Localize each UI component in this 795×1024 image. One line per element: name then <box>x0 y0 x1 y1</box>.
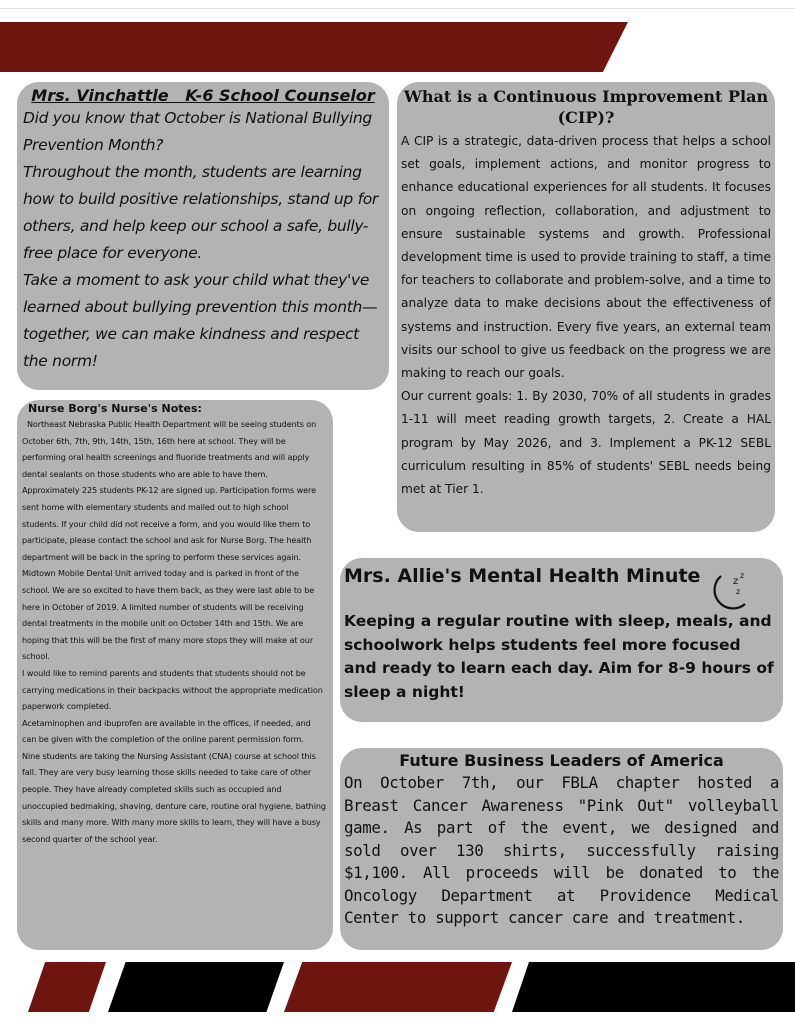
nurse-title: Nurse Borg's Nurse's Notes: <box>28 402 202 415</box>
mental-health-title: Mrs. Allie's Mental Health Minute <box>344 565 701 587</box>
footer-shape-black <box>512 962 795 1012</box>
nurse-paragraph: I would like to remind parents and students that students should not be carrying medications in their backpacks without the appropriate medication paperwork completed. <box>22 667 323 712</box>
top-divider <box>0 8 795 9</box>
nurse-paragraph: Acetaminophen and ibuprofen are available in the offices, if needed, and can be given with the completion of the online parent permission form. <box>22 717 311 745</box>
cip-paragraph: A CIP is a strategic, data-driven process that helps a school set goals, implement actions, and monitor progress to enhance educational experiences for all students. It focuses on ongoing reflection, collaboration, and adjustment to ensure sustainable systems and growth. Professional development time is used to provide training to staff, a time for teachers to collaborate and problem-solve, and a time to analyze data to make decisions about the effectiveness of systems and instruction. Every five years, an external team visits our school to give us feedback on the progress we are making to reach our goals. <box>401 134 771 381</box>
svg-text:z: z <box>736 587 741 596</box>
counselor-paragraph: Throughout the month, students are learning how to build positive relationships, stand up for others, and help keep our school a safe, bully-free place for everyone. <box>23 163 378 262</box>
mental-health-section <box>340 558 783 722</box>
cip-section <box>397 82 775 532</box>
fbla-section <box>340 748 783 950</box>
svg-text:z: z <box>740 571 745 580</box>
nurse-paragraph: Northeast Nebraska Public Health Department will be seeing students on October 6th, 7th, 9th, 14th, 15th, 16th here at school. They will be performing oral health screenings and fluoride treatments and will apply dental sealants on those students who are able to have them. Approximately 225 students PK-12 are signed up. Participation forms were sent home with elementary students and mailed out to high school students. If your child did not receive a form, and you would like them to participate, please contact the school and ask for Nurse Borg. The health department will be back in the spring to perform these services again. <box>22 419 319 562</box>
footer-shape-black <box>108 962 284 1012</box>
footer-shape-red <box>28 962 106 1012</box>
sleeping-moon-icon <box>703 566 753 616</box>
fbla-body: On October 7th, our FBLA chapter hosted a Breast Cancer Awareness "Pink Out" volleyball game. As part of the event, we designed and sold over 130 shirts, successfully raising $1,100. All proceeds will be donated to the Oncology Department at Providence Medical Center to support cancer care and treatment. <box>344 773 779 927</box>
counselor-paragraph: Did you know that October is National Bullying Prevention Month? <box>23 109 372 154</box>
counselor-title: Mrs. Vinchattle K-6 School Counselor <box>31 86 375 105</box>
svg-text:z: z <box>733 576 739 587</box>
nurse-section <box>17 400 333 950</box>
cip-paragraph: Our current goals: 1. By 2030, 70% of all students in grades 1-11 will meet reading growth targets, 2. Create a HAL program by May 2026, and 3. Implement a PK-12 SEBL curriculum resulting in 85% of students' SEBL needs being met at Tier 1. <box>401 389 771 497</box>
mental-health-body: Keeping a regular routine with sleep, meals, and schoolwork helps students feel more focused and ready to learn each day. Aim for 8-9 hours of sleep a night! <box>344 612 774 701</box>
footer-shape-red <box>284 962 512 1012</box>
counselor-paragraph: Take a moment to ask your child what they've learned about bullying prevention this month—together, we can make kindness and respect the norm! <box>23 271 378 370</box>
counselor-section <box>17 82 389 390</box>
nurse-paragraph: Nine students are taking the Nursing Assistant (CNA) course at school this fall. They are very busy learning those skills needed to take care of other people. They have already completed skills such as occupied and unoccupied bedmaking, shaving, denture care, routine oral hygiene, bathing skills and many more. With many more skills to learn, they will have a busy second quarter of the school year. <box>22 750 326 844</box>
cip-title: What is a Continuous Improvement Plan (CIP)? <box>403 87 769 127</box>
nurse-paragraph: Midtown Mobile Dental Unit arrived today and is parked in front of the school. We are so excited to have them back, as they were last able to be here in October of 2019. A limited number of students will be receiving dental treatments in the mobile unit on October 14th and 15th. We are hoping that this will be the first of many more stops they will make at our school. <box>22 568 315 662</box>
header-banner <box>0 22 628 72</box>
fbla-title: Future Business Leaders of America <box>399 751 724 770</box>
